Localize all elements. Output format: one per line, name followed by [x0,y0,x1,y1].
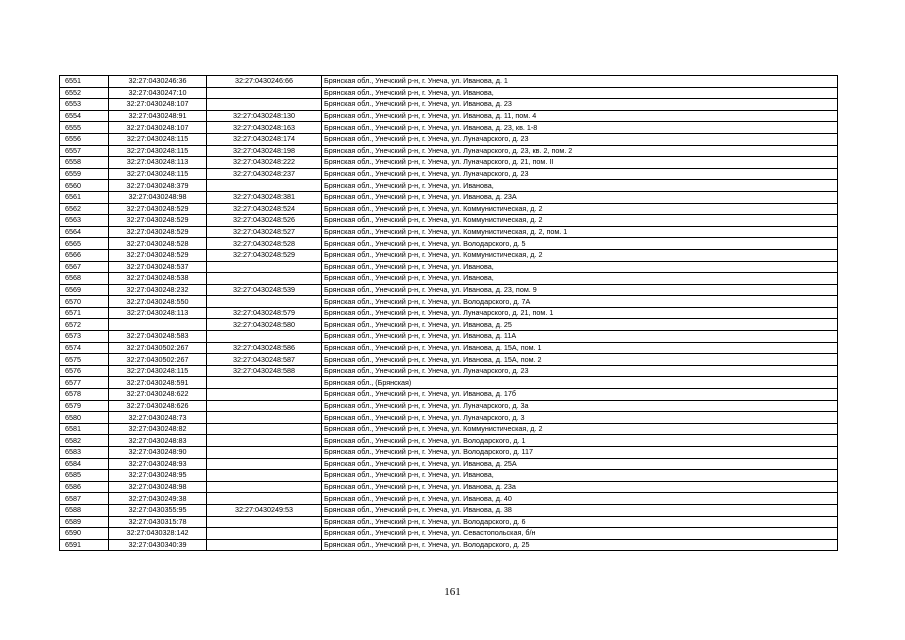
row-number-cell: 6573 [60,331,109,343]
table-row [60,528,838,540]
related-cadastral-number-cell [207,377,322,389]
cadastral-number-cell: 32:27:0430248:232 [109,284,207,296]
cadastral-number-cell: 32:27:0430248:73 [109,412,207,424]
cadastral-number-cell: 32:27:0430248:622 [109,389,207,401]
address-cell: Брянская обл., Унечский р-н, г. Унеча, ул. Иванова, д. 23, пом. 9 [322,284,838,296]
address-cell: Брянская обл., Унечский р-н, г. Унеча, ул. Иванова, [322,87,838,99]
row-number-cell: 6575 [60,354,109,366]
row-number-cell: 6564 [60,226,109,238]
table-row [60,168,838,180]
row-number-cell: 6568 [60,273,109,285]
address-cell: Брянская обл., Унечский р-н, г. Унеча, ул. Луначарского, д. 21, пом. II [322,157,838,169]
row-number-cell: 6574 [60,342,109,354]
cadastral-number-cell: 32:27:0430248:115 [109,133,207,145]
cadastral-number-cell: 32:27:0430248:529 [109,203,207,215]
address-cell: Брянская обл., Унечский р-н, г. Унеча, ул. Луначарского, д. 3а [322,400,838,412]
cadastral-number-cell: 32:27:0430248:379 [109,180,207,192]
related-cadastral-number-cell: 32:27:0430248:163 [207,122,322,134]
address-cell: Брянская обл., Унечский р-н, г. Унеча, ул. Коммунистическая, д. 2 [322,215,838,227]
related-cadastral-number-cell [207,423,322,435]
cadastral-number-cell: 32:27:0430248:529 [109,249,207,261]
cadastral-number-cell: 32:27:0430248:82 [109,423,207,435]
table-row [60,412,838,424]
address-cell: Брянская обл., Унечский р-н, г. Унеча, ул. Иванова, [322,470,838,482]
cadastral-number-cell: 32:27:0430248:107 [109,122,207,134]
table-row [60,203,838,215]
row-number-cell: 6556 [60,133,109,145]
table-row [60,133,838,145]
cadastral-number-cell: 32:27:0430248:529 [109,215,207,227]
row-number-cell: 6591 [60,539,109,551]
cadastral-number-cell: 32:27:0430248:537 [109,261,207,273]
cadastral-number-cell: 32:27:0430248:98 [109,191,207,203]
table-row [60,76,838,88]
row-number-cell: 6580 [60,412,109,424]
row-number-cell: 6581 [60,423,109,435]
table-row [60,215,838,227]
cadastral-number-cell: 32:27:0430248:113 [109,157,207,169]
cadastral-number-cell: 32:27:0430248:113 [109,307,207,319]
row-number-cell: 6551 [60,76,109,88]
address-cell: Брянская обл., Унечский р-н, г. Унеча, ул. Луначарского, д. 23 [322,168,838,180]
cadastral-number-cell: 32:27:0430248:583 [109,331,207,343]
address-cell: Брянская обл., Унечский р-н, г. Унеча, ул. Иванова, д. 23а [322,481,838,493]
table-row [60,99,838,111]
table-row [60,516,838,528]
address-cell: Брянская обл., Унечский р-н, г. Унеча, ул. Иванова, [322,261,838,273]
address-cell: Брянская обл., Унечский р-н, г. Унеча, ул. Иванова, д. 23, кв. 1-8 [322,122,838,134]
related-cadastral-number-cell [207,261,322,273]
related-cadastral-number-cell: 32:27:0430249:53 [207,504,322,516]
related-cadastral-number-cell: 32:27:0430248:130 [207,110,322,122]
table-row [60,273,838,285]
cadastral-number-cell: 32:27:0430248:529 [109,226,207,238]
row-number-cell: 6561 [60,191,109,203]
cadastral-number-cell: 32:27:0430249:38 [109,493,207,505]
cadastral-number-cell: 32:27:0430248:626 [109,400,207,412]
related-cadastral-number-cell: 32:27:0430246:66 [207,76,322,88]
related-cadastral-number-cell: 32:27:0430248:539 [207,284,322,296]
address-cell: Брянская обл., (Брянская) [322,377,838,389]
address-cell: Брянская обл., Унечский р-н, г. Унеча, ул. Володарского, д. 6 [322,516,838,528]
row-number-cell: 6572 [60,319,109,331]
table-row [60,447,838,459]
address-cell: Брянская обл., Унечский р-н, г. Унеча, ул. Иванова, д. 1 [322,76,838,88]
cadastral-number-cell: 32:27:0430248:107 [109,99,207,111]
address-cell: Брянская обл., Унечский р-н, г. Унеча, ул. Иванова, д. 38 [322,504,838,516]
page-number: 161 [444,586,461,598]
related-cadastral-number-cell [207,493,322,505]
table-row [60,389,838,401]
address-cell: Брянская обл., Унечский р-н, г. Унеча, ул. Иванова, д. 17б [322,389,838,401]
row-number-cell: 6569 [60,284,109,296]
cadastral-number-cell: 32:27:0430248:83 [109,435,207,447]
table-row [60,87,838,99]
address-cell: Брянская обл., Унечский р-н, г. Унеча, ул. Луначарского, д. 21, пом. 1 [322,307,838,319]
cadastral-number-cell: 32:27:0430247:10 [109,87,207,99]
row-number-cell: 6585 [60,470,109,482]
related-cadastral-number-cell: 32:27:0430248:381 [207,191,322,203]
related-cadastral-number-cell: 32:27:0430248:588 [207,365,322,377]
related-cadastral-number-cell: 32:27:0430248:526 [207,215,322,227]
row-number-cell: 6570 [60,296,109,308]
related-cadastral-number-cell [207,99,322,111]
related-cadastral-number-cell: 32:27:0430248:587 [207,354,322,366]
address-cell: Брянская обл., Унечский р-н, г. Унеча, ул. Коммунистическая, д. 2 [322,423,838,435]
cadastral-number-cell: 32:27:0430315:78 [109,516,207,528]
address-cell: Брянская обл., Унечский р-н, г. Унеча, ул. Иванова, д. 25А [322,458,838,470]
address-cell: Брянская обл., Унечский р-н, г. Унеча, ул. Иванова, д. 15А, пом. 2 [322,354,838,366]
table-row [60,157,838,169]
table-row [60,400,838,412]
row-number-cell: 6567 [60,261,109,273]
related-cadastral-number-cell [207,296,322,308]
cadastral-number-cell: 32:27:0430248:98 [109,481,207,493]
table-row [60,481,838,493]
related-cadastral-number-cell: 32:27:0430248:237 [207,168,322,180]
row-number-cell: 6589 [60,516,109,528]
cadastral-number-cell: 32:27:0430248:591 [109,377,207,389]
cadastral-number-cell: 32:27:0430248:93 [109,458,207,470]
cadastral-number-cell [109,319,207,331]
table-row [60,458,838,470]
address-cell: Брянская обл., Унечский р-н, г. Унеча, ул. Луначарского, д. 3 [322,412,838,424]
register-table [59,75,838,551]
related-cadastral-number-cell: 32:27:0430248:580 [207,319,322,331]
address-cell: Брянская обл., Унечский р-н, г. Унеча, ул. Иванова, д. 15А, пом. 1 [322,342,838,354]
related-cadastral-number-cell: 32:27:0430248:529 [207,249,322,261]
related-cadastral-number-cell [207,447,322,459]
row-number-cell: 6562 [60,203,109,215]
row-number-cell: 6578 [60,389,109,401]
table-row [60,423,838,435]
row-number-cell: 6577 [60,377,109,389]
cadastral-number-cell: 32:27:0430502:267 [109,354,207,366]
table-row [60,331,838,343]
address-cell: Брянская обл., Унечский р-н, г. Унеча, ул. Иванова, д. 11, пом. 4 [322,110,838,122]
address-cell: Брянская обл., Унечский р-н, г. Унеча, ул. Коммунистическая, д. 2, пом. 1 [322,226,838,238]
table-row [60,226,838,238]
related-cadastral-number-cell [207,528,322,540]
register-table-body [60,76,838,551]
table-row [60,365,838,377]
address-cell: Брянская обл., Унечский р-н, г. Унеча, ул. Володарского, д. 117 [322,447,838,459]
related-cadastral-number-cell: 32:27:0430248:579 [207,307,322,319]
address-cell: Брянская обл., Унечский р-н, г. Унеча, ул. Иванова, д. 40 [322,493,838,505]
row-number-cell: 6586 [60,481,109,493]
related-cadastral-number-cell [207,435,322,447]
related-cadastral-number-cell: 32:27:0430248:524 [207,203,322,215]
cadastral-number-cell: 32:27:0430248:95 [109,470,207,482]
row-number-cell: 6566 [60,249,109,261]
related-cadastral-number-cell: 32:27:0430248:586 [207,342,322,354]
row-number-cell: 6583 [60,447,109,459]
cadastral-number-cell: 32:27:0430355:95 [109,504,207,516]
table-row [60,180,838,192]
address-cell: Брянская обл., Унечский р-н, г. Унеча, ул. Иванова, [322,180,838,192]
related-cadastral-number-cell: 32:27:0430248:198 [207,145,322,157]
cadastral-number-cell: 32:27:0430248:538 [109,273,207,285]
related-cadastral-number-cell [207,470,322,482]
row-number-cell: 6584 [60,458,109,470]
related-cadastral-number-cell [207,180,322,192]
address-cell: Брянская обл., Унечский р-н, г. Унеча, ул. Луначарского, д. 23 [322,365,838,377]
address-cell: Брянская обл., Унечский р-н, г. Унеча, ул. Коммунистическая, д. 2 [322,249,838,261]
row-number-cell: 6563 [60,215,109,227]
table-row [60,191,838,203]
table-row [60,296,838,308]
row-number-cell: 6558 [60,157,109,169]
related-cadastral-number-cell: 32:27:0430248:527 [207,226,322,238]
related-cadastral-number-cell [207,516,322,528]
address-cell: Брянская обл., Унечский р-н, г. Унеча, ул. Севастопольская, б/н [322,528,838,540]
related-cadastral-number-cell [207,539,322,551]
related-cadastral-number-cell [207,481,322,493]
related-cadastral-number-cell: 32:27:0430248:174 [207,133,322,145]
row-number-cell: 6553 [60,99,109,111]
row-number-cell: 6559 [60,168,109,180]
table-row [60,354,838,366]
table-row [60,493,838,505]
address-cell: Брянская обл., Унечский р-н, г. Унеча, ул. Иванова, д. 23А [322,191,838,203]
related-cadastral-number-cell [207,400,322,412]
row-number-cell: 6565 [60,238,109,250]
cadastral-number-cell: 32:27:0430246:36 [109,76,207,88]
table-row [60,238,838,250]
row-number-cell: 6552 [60,87,109,99]
address-cell: Брянская обл., Унечский р-н, г. Унеча, ул. Иванова, [322,273,838,285]
table-row [60,539,838,551]
table-row [60,145,838,157]
address-cell: Брянская обл., Унечский р-н, г. Унеча, ул. Володарского, д. 5 [322,238,838,250]
cadastral-number-cell: 32:27:0430248:115 [109,365,207,377]
cadastral-number-cell: 32:27:0430248:90 [109,447,207,459]
row-number-cell: 6576 [60,365,109,377]
table-row [60,319,838,331]
cadastral-number-cell: 32:27:0430248:528 [109,238,207,250]
table-row [60,307,838,319]
table-row [60,122,838,134]
related-cadastral-number-cell: 32:27:0430248:222 [207,157,322,169]
row-number-cell: 6587 [60,493,109,505]
related-cadastral-number-cell: 32:27:0430248:528 [207,238,322,250]
related-cadastral-number-cell [207,331,322,343]
address-cell: Брянская обл., Унечский р-н, г. Унеча, ул. Иванова, д. 25 [322,319,838,331]
address-cell: Брянская обл., Унечский р-н, г. Унеча, ул. Иванова, д. 11А [322,331,838,343]
related-cadastral-number-cell [207,458,322,470]
table-row [60,504,838,516]
cadastral-number-cell: 32:27:0430248:115 [109,145,207,157]
table-row [60,249,838,261]
cadastral-number-cell: 32:27:0430248:91 [109,110,207,122]
address-cell: Брянская обл., Унечский р-н, г. Унеча, ул. Луначарского, д. 23, кв. 2, пом. 2 [322,145,838,157]
cadastral-number-cell: 32:27:0430248:550 [109,296,207,308]
table-row [60,435,838,447]
related-cadastral-number-cell [207,273,322,285]
address-cell: Брянская обл., Унечский р-н, г. Унеча, ул. Володарского, д. 7А [322,296,838,308]
row-number-cell: 6560 [60,180,109,192]
address-cell: Брянская обл., Унечский р-н, г. Унеча, ул. Луначарского, д. 23 [322,133,838,145]
row-number-cell: 6557 [60,145,109,157]
row-number-cell: 6579 [60,400,109,412]
row-number-cell: 6571 [60,307,109,319]
table-row [60,261,838,273]
row-number-cell: 6555 [60,122,109,134]
related-cadastral-number-cell [207,87,322,99]
address-cell: Брянская обл., Унечский р-н, г. Унеча, ул. Коммунистическая, д. 2 [322,203,838,215]
cadastral-number-cell: 32:27:0430502:267 [109,342,207,354]
table-row [60,342,838,354]
related-cadastral-number-cell [207,389,322,401]
cadastral-number-cell: 32:27:0430328:142 [109,528,207,540]
related-cadastral-number-cell [207,412,322,424]
table-row [60,110,838,122]
address-cell: Брянская обл., Унечский р-н, г. Унеча, ул. Володарского, д. 1 [322,435,838,447]
table-row [60,377,838,389]
table-row [60,284,838,296]
cadastral-number-cell: 32:27:0430340:39 [109,539,207,551]
address-cell: Брянская обл., Унечский р-н, г. Унеча, ул. Иванова, д. 23 [322,99,838,111]
row-number-cell: 6582 [60,435,109,447]
address-cell: Брянская обл., Унечский р-н, г. Унеча, ул. Володарского, д. 25 [322,539,838,551]
row-number-cell: 6590 [60,528,109,540]
row-number-cell: 6588 [60,504,109,516]
cadastral-number-cell: 32:27:0430248:115 [109,168,207,180]
row-number-cell: 6554 [60,110,109,122]
table-row [60,470,838,482]
